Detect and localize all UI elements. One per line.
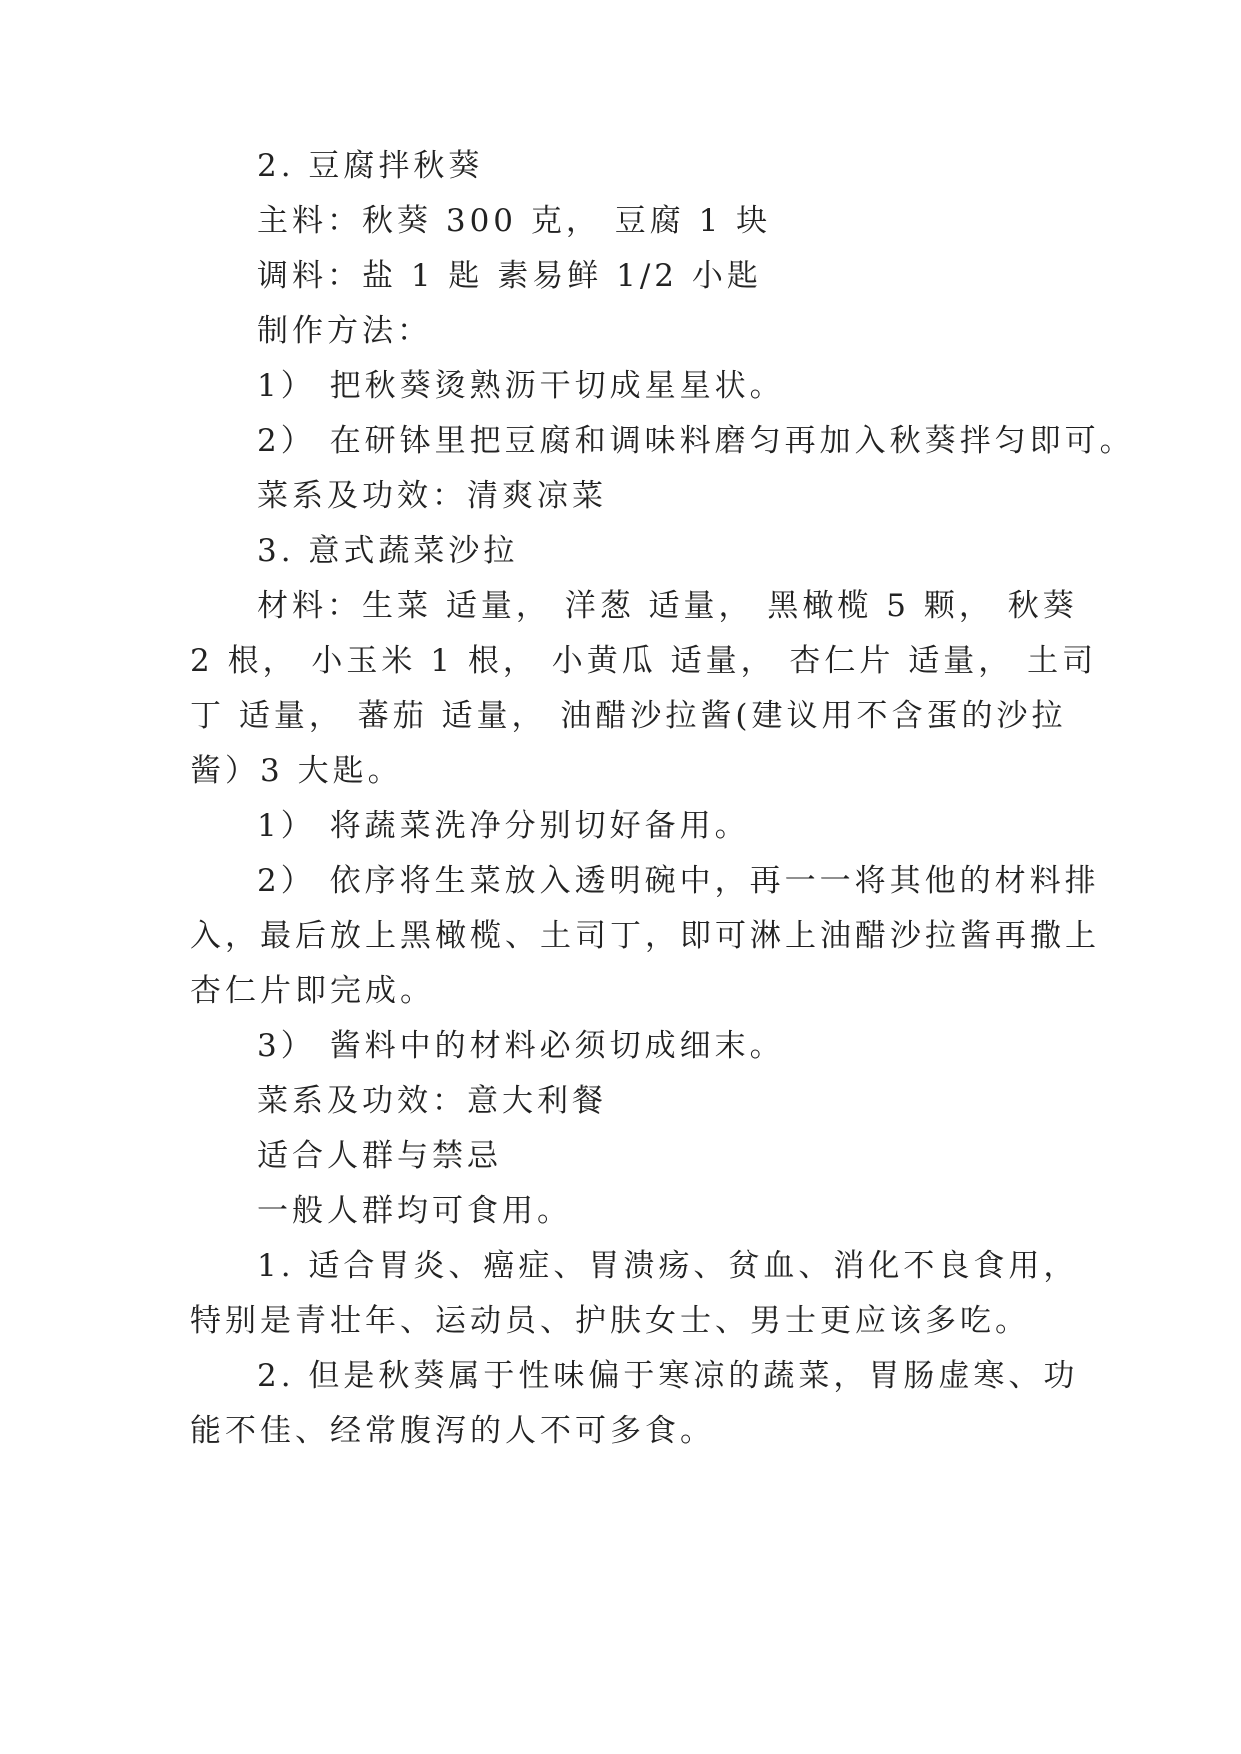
recipe-2-method-heading: 制作方法： bbox=[257, 313, 432, 349]
general-people-note: 一般人群均可食用。 bbox=[257, 1193, 572, 1229]
recipe-3-cuisine: 菜系及功效：意大利餐 bbox=[257, 1083, 607, 1119]
recipe-3-title: 3. 意式蔬菜沙拉 bbox=[257, 533, 519, 569]
recipe-3-ingredients-line-1: 材料：生菜 适量， 洋葱 适量， 黑橄榄 5 颗， 秋葵 bbox=[257, 588, 1078, 624]
recipe-3-ingredients-line-4: 酱）3 大匙。 bbox=[190, 753, 403, 789]
recipe-3-step-2-line-1: 2） 依序将生菜放入透明碗中，再一一将其他的材料排 bbox=[257, 863, 1100, 899]
point-2-line-1: 2. 但是秋葵属于性味偏于寒凉的蔬菜，胃肠虚寒、功 bbox=[257, 1358, 1079, 1394]
recipe-2-cuisine: 菜系及功效：清爽凉菜 bbox=[257, 478, 607, 514]
recipe-2-step-2: 2） 在研钵里把豆腐和调味料磨匀再加入秋葵拌匀即可。 bbox=[257, 423, 1135, 459]
recipe-3-step-2-line-2: 入，最后放上黑橄榄、土司丁，即可淋上油醋沙拉酱再撒上 bbox=[190, 918, 1100, 954]
recipe-2-main-ingredients: 主料：秋葵 300 克， 豆腐 1 块 bbox=[257, 203, 772, 239]
recipe-3-ingredients-line-3: 丁 适量， 蕃茄 适量， 油醋沙拉酱(建议用不含蛋的沙拉 bbox=[190, 698, 1067, 734]
point-1-line-1: 1. 适合胃炎、癌症、胃溃疡、贫血、消化不良食用， bbox=[257, 1248, 1079, 1284]
recipe-3-step-1: 1） 将蔬菜洗净分别切好备用。 bbox=[257, 808, 750, 844]
recipe-2-seasonings: 调料：盐 1 匙 素易鲜 1/2 小匙 bbox=[257, 258, 762, 294]
recipe-2-title: 2. 豆腐拌秋葵 bbox=[257, 148, 484, 184]
recipe-3-step-2-line-3: 杏仁片即完成。 bbox=[190, 973, 435, 1009]
recipe-3-step-3: 3） 酱料中的材料必须切成细末。 bbox=[257, 1028, 785, 1064]
point-1-line-2: 特别是青壮年、运动员、护肤女士、男士更应该多吃。 bbox=[190, 1303, 1030, 1339]
section-heading-suitable-people: 适合人群与禁忌 bbox=[257, 1138, 502, 1174]
recipe-3-ingredients-line-2: 2 根， 小玉米 1 根， 小黄瓜 适量， 杏仁片 适量， 土司 bbox=[190, 643, 1098, 679]
point-2-line-2: 能不佳、经常腹泻的人不可多食。 bbox=[190, 1413, 715, 1449]
recipe-2-step-1: 1） 把秋葵烫熟沥干切成星星状。 bbox=[257, 368, 785, 404]
